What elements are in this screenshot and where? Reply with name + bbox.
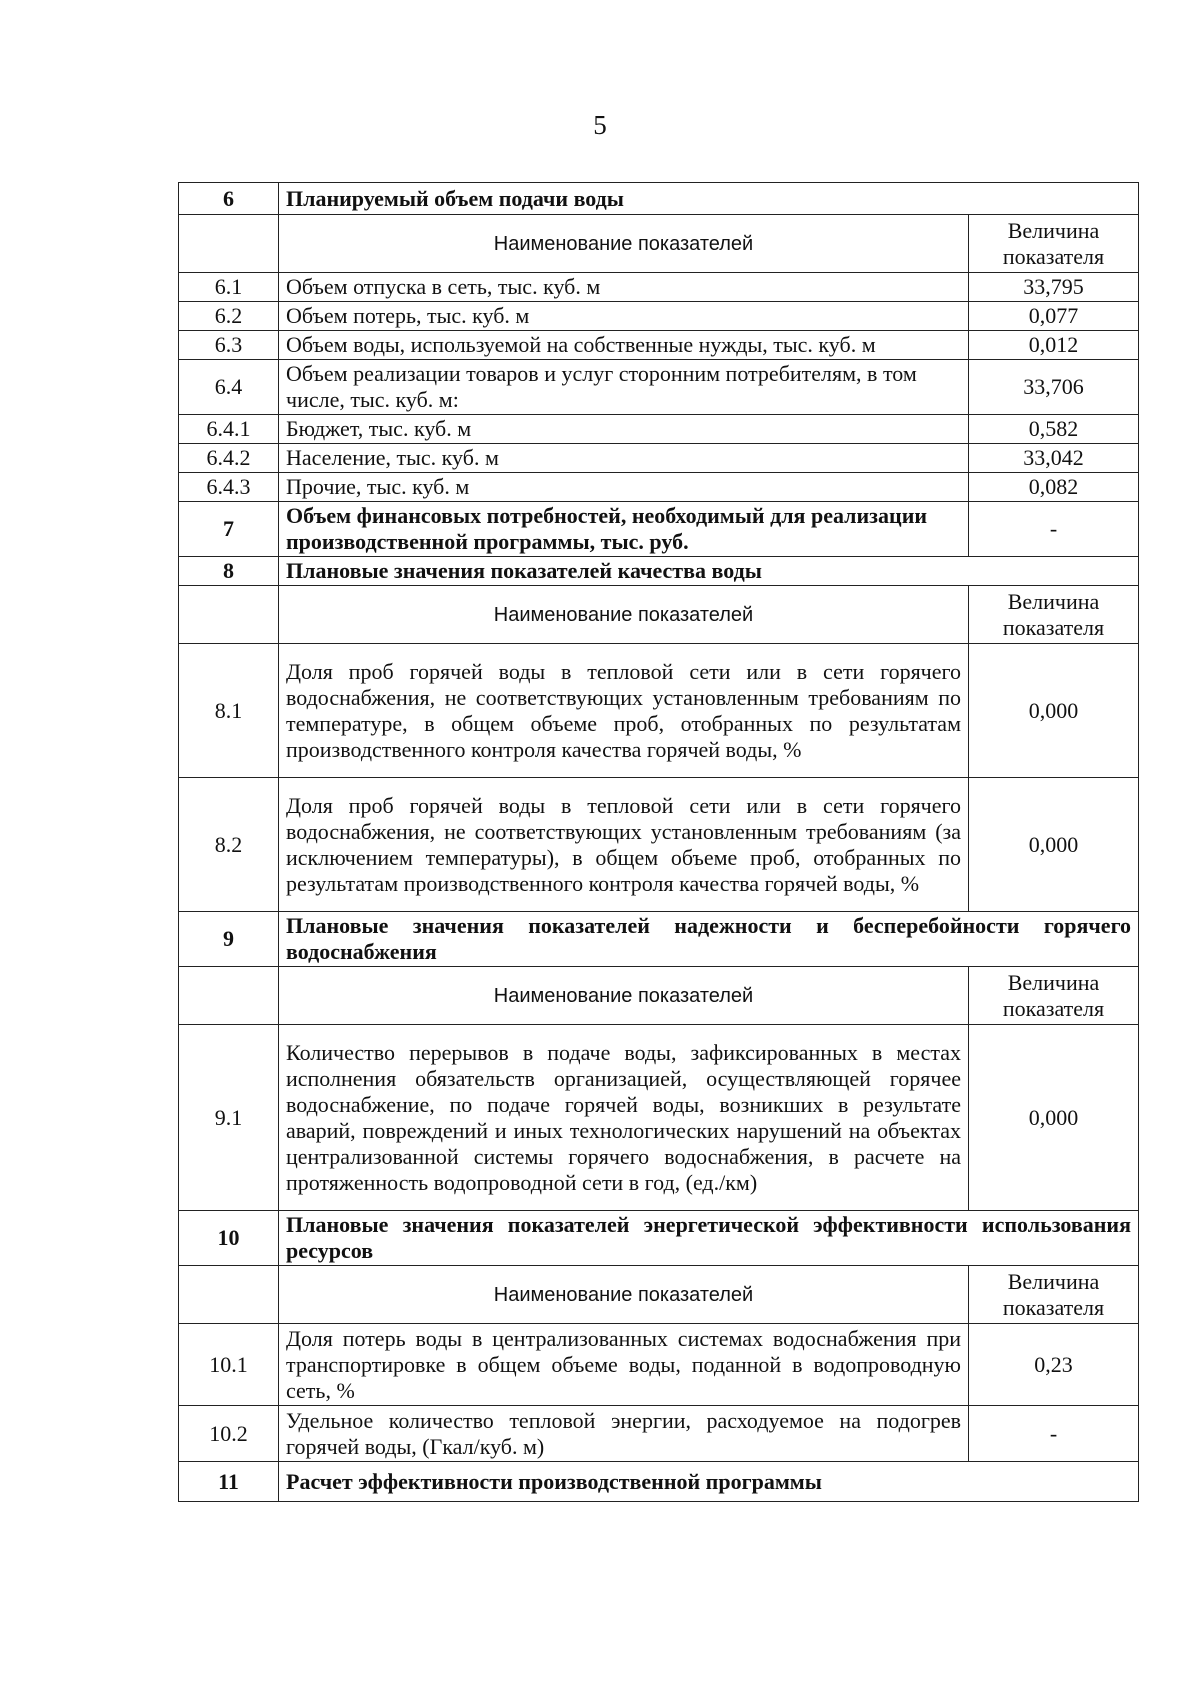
row-value: - [969,1406,1139,1462]
section-number: 6 [179,183,279,215]
row-value: 0,000 [969,778,1139,912]
section-number: 9 [179,912,279,967]
table-row [179,360,1139,415]
row-value: 0,582 [969,415,1139,444]
column-header-row [179,967,1139,1025]
column-header-value: Величина показателя [969,586,1139,644]
row-value: 33,706 [969,360,1139,415]
row-name: Количество перерывов в подаче воды, зафиксированных в местах исполнения обязательств организацией, осуществляющей горячее водоснабжение, по подаче горячей воды, возникших в результате аварий, повреждений и иных технологических нарушений на объектах централизованной системы горячего водоснабжения, в расчете на протяженность водопроводной сети в год, (ед./км) [279,1025,969,1211]
section-header-7 [179,502,1139,557]
table-row [179,415,1139,444]
table-row [179,1324,1139,1406]
table-row [179,302,1139,331]
column-header-value: Величина показателя [969,215,1139,273]
row-number: 8.1 [179,644,279,778]
page-number: 5 [593,110,607,140]
table-row [179,778,1139,912]
section-header-6 [179,183,1139,215]
table-row [179,1025,1139,1211]
row-value: 0,000 [969,1025,1139,1211]
row-number: 10.1 [179,1324,279,1406]
row-number: 6.4.2 [179,444,279,473]
row-value: 33,042 [969,444,1139,473]
row-value: 0,000 [969,644,1139,778]
section-title: Плановые значения показателей качества воды [279,557,1139,586]
column-header-row [179,1266,1139,1324]
section-title: Плановые значения показателей надежности и бесперебойности горячего водоснабжения [279,912,1139,967]
section-title: Планируемый объем подачи воды [279,183,1139,215]
section-value: - [969,502,1139,557]
table-row [179,273,1139,302]
row-number: 6.4 [179,360,279,415]
section-header-9 [179,912,1139,967]
row-number: 6.4.3 [179,473,279,502]
section-number: 10 [179,1211,279,1266]
row-value: 0,012 [969,331,1139,360]
section-header-10 [179,1211,1139,1266]
table-row [179,1406,1139,1462]
section-title: Плановые значения показателей энергетической эффективности использования ресурсов [279,1211,1139,1266]
row-number: 9.1 [179,1025,279,1211]
row-name: Доля потерь воды в централизованных системах водоснабжения при транспортировке в общем объеме воды, поданной в водопроводную сеть, % [279,1324,969,1406]
column-header-value: Величина показателя [969,1266,1139,1324]
empty-cell [179,215,279,273]
column-header-name: Наименование показателей [279,215,969,273]
row-value: 33,795 [969,273,1139,302]
row-name: Удельное количество тепловой энергии, расходуемое на подогрев горячей воды, (Гкал/куб. м) [279,1406,969,1462]
column-header-value: Величина показателя [969,967,1139,1025]
row-name: Объем реализации товаров и услуг сторонним потребителям, в том числе, тыс. куб. м: [279,360,969,415]
table-row [179,444,1139,473]
column-header-row [179,215,1139,273]
section-title: Объем финансовых потребностей, необходимый для реализации производственной программы, тыс. руб. [279,502,969,557]
table-row [179,644,1139,778]
row-value: 0,23 [969,1324,1139,1406]
section-number: 11 [179,1462,279,1502]
row-name: Прочие, тыс. куб. м [279,473,969,502]
section-title: Расчет эффективности производственной программы [279,1462,1139,1502]
row-name: Население, тыс. куб. м [279,444,969,473]
row-value: 0,077 [969,302,1139,331]
empty-cell [179,967,279,1025]
column-header-row [179,586,1139,644]
row-value: 0,082 [969,473,1139,502]
column-header-name: Наименование показателей [279,586,969,644]
row-name: Доля проб горячей воды в тепловой сети или в сети горячего водоснабжения, не соответствующих установленным требованиям (за исключением температуры), в общем объеме проб, отобранных по результатам производственного контроля качества горячей воды, % [279,778,969,912]
row-number: 10.2 [179,1406,279,1462]
row-number: 6.1 [179,273,279,302]
row-name: Объем потерь, тыс. куб. м [279,302,969,331]
row-number: 6.3 [179,331,279,360]
section-number: 7 [179,502,279,557]
table-row [179,473,1139,502]
table-row [179,331,1139,360]
section-header-8 [179,557,1139,586]
row-number: 8.2 [179,778,279,912]
section-number: 8 [179,557,279,586]
section-header-11 [179,1462,1139,1502]
column-header-name: Наименование показателей [279,1266,969,1324]
empty-cell [179,586,279,644]
row-name: Объем отпуска в сеть, тыс. куб. м [279,273,969,302]
column-header-name: Наименование показателей [279,967,969,1025]
row-number: 6.2 [179,302,279,331]
row-name: Бюджет, тыс. куб. м [279,415,969,444]
row-name: Доля проб горячей воды в тепловой сети или в сети горячего водоснабжения, не соответствующих установленным требованиям по температуре, в общем объеме проб, отобранных по результатам производственного контроля качества горячей воды, % [279,644,969,778]
empty-cell [179,1266,279,1324]
row-number: 6.4.1 [179,415,279,444]
row-name: Объем воды, используемой на собственные нужды, тыс. куб. м [279,331,969,360]
indicators-table [178,182,1139,1502]
